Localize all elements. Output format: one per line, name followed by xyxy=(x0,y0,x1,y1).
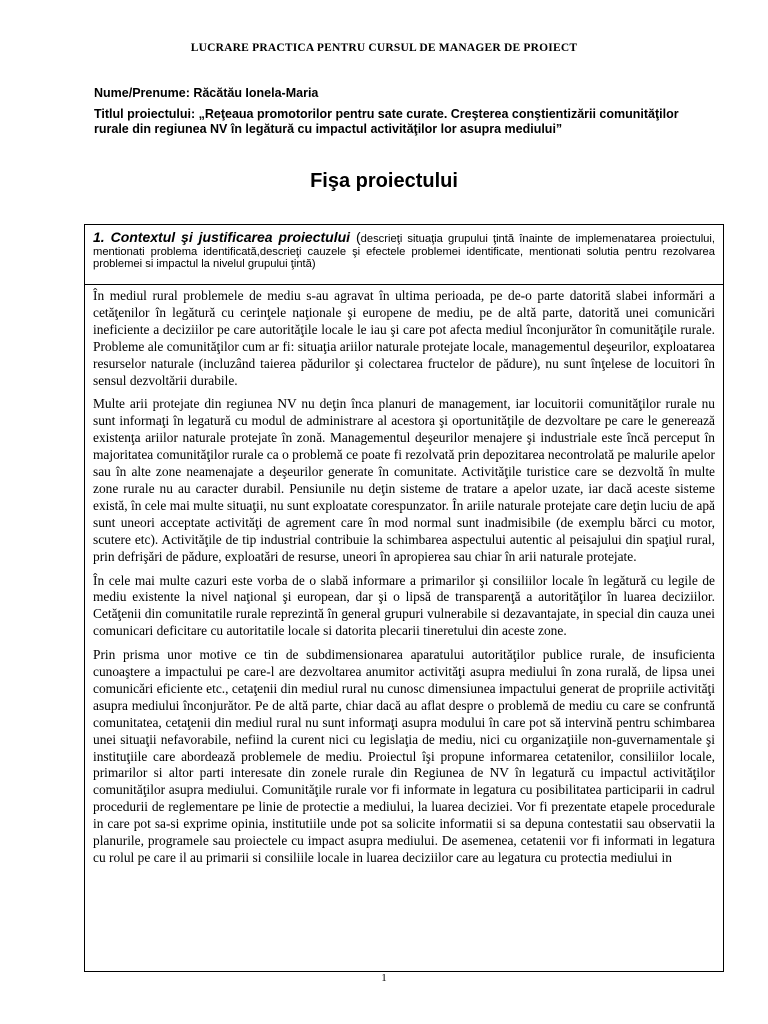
section-header-cell xyxy=(85,225,723,285)
body-paragraph: Prin prisma unor motive ce tin de subdimensionarea aparatului autorităţilor publice rurale, de insuficienta cunoaştere a impactului pe care-l are dezvoltarea anumitor activităţi asupra mediului în zona rurală, de lipsa unei comunicări eficiente etc., cetaţenii din mediul rural nu cunosc dimensiunea impactului generat de propriile activităţi asupra mediului înconjurător. Pe de altă parte, chiar dacă au aflat despre o problemă de mediu cu care se confruntă comunitatea, cetaţenii din mediul rural nu sunt informaţi asupra modului în care pot să intervină pentru schimbarea unei situaţii nefavorabile, nefiind la curent nici cu legislaţia de mediu, nici cu organizaţiile non-guvernamentale şi instituţiile care abordează problemele de mediu. Proiectul îşi propune informarea cetatenilor, consiliilor locale, primarilor si altor parti interesate din zonele rurale din Regiunea de NV în legatură cu impactul activităţilor comunităţilor asupra mediului. Comunităţile rurale vor fi informate in legatura cu posibilitatea participarii in cadrul procedurii de reglementare pe linie de protectie a mediului, la luarea deciziei. Vor fi prezentate etapele procedurale in care pot sa-si exprime opinia, institutiile unde pot sa solicite informatii si sa depuna contestatii sau observatii la planurile, programele sau proiectele cu impact asupra mediului. De asemenea, cetatenii vor fi informati in legatura cu rolul pe care il au primarii si consiliile locale in luarea deciziilor care au legatura cu protectia mediului in xyxy=(93,647,715,865)
body-paragraph: În cele mai multe cazuri este vorba de o slabă informare a primarilor şi consiliilor locale în legătură cu legile de mediu existente la nivel naţional şi european, dar şi o lipsă de transparenţă a autorităţilor în luarea deciziilor. Cetăţenii din comunitatile rurale reprezintă în general grupuri vulnerabile si dezavantajate, in special din cauza unei comunicari deficitare cu autoritatile locale si datorita plecarii tineretului din aceste zone. xyxy=(93,572,715,639)
course-header-title: LUCRARE PRACTICA PENTRU CURSUL DE MANAGER DE PROIECT xyxy=(190,42,578,54)
section-title: 1. Contextul şi justificarea proiectului xyxy=(93,229,351,245)
document-heading: Fişa proiectului xyxy=(310,170,458,192)
section-paren: ( xyxy=(350,229,361,245)
section-instructions: descrieţi situaţia grupului ţintă înainte de implemenatarea proiectului, mentionati problema identificată,descrieţi cauzele şi efectele problemei identificate, mentionati solutia pentru rezolvarea problemei si impactul la nivelul grupului ţintă) xyxy=(93,233,715,271)
body-paragraph: În mediul rural problemele de mediu s-au agravat în ultima perioada, pe de-o parte datorită slabei informări a cetăţenilor în legătură cu cerinţele naţionale şi europene de mediu, pe de altă parte, datorită unei comunicări ineficiente a deciziilor pe care autorităţile locale le iau şi care pot afecta mediul înconjurător în comunităţile rurale. Probleme ale comunităţilor cum ar fi: situaţia ariilor naturale protejate locale, managementul deşeurilor, exploatarea resurselor naturale (incluzând taierea pădurilor şi colectarea fructelor de pădure), nu sunt înţelese de locuitori în sensul dezvoltării durabile. xyxy=(93,288,715,388)
project-title: Titlul proiectului: „Reţeaua promotorilor pentru sate curate. Creşterea conştientizării comunităţilor rurale din regiunea NV în legătură cu impactul activităţilor lor asupra mediului” xyxy=(94,107,679,136)
page-number: 1 xyxy=(381,972,387,984)
body-paragraph: Multe arii protejate din regiunea NV nu deţin înca planuri de management, iar locuitorii comunităţilor rurale nu sunt informaţi în legatură cu modul de administrare al acestora şi oportunităţile de dezvoltare pe care le generează existenţa ariilor naturale protejate în zonă. Managementul deşeurilor menajere şi industriale este încă perceput în majoritatea comunităţilor rurale ca o problemă ce poate fi rezolvată prin depozitarea necontrolată pe malurile apelor sau în alte zone neamenajate a deşeurilor generate în comunitate. Activităţile turistice care se dezvoltă în multe zone rurale nu au caracter durabil. Pensiunile nu deţin sisteme de tratare a apelor uzate, iar dacă aceste sisteme există, în cele mai multe situaţii, nu sunt exploatate corespunzator. În ariile naturale protejate care deţin luciu de apă sunt uneori acceptate activităţi de agrement care în mod normal sunt inadmisibile (de exemplu bărci cu motor, scutere etc). Activităţile de tip industrial contribuie la schimbarea aspectului autentic al peisajului din spaţiul rural, prin defrişări de pădure, exploatări de resurse, uneori în apropierea sau chiar în arii naturale protejate. xyxy=(93,396,715,564)
section-body-cell xyxy=(85,285,723,971)
student-name: Nume/Prenume: Răcătău Ionela-Maria xyxy=(94,86,319,100)
project-sheet-table xyxy=(84,224,724,972)
